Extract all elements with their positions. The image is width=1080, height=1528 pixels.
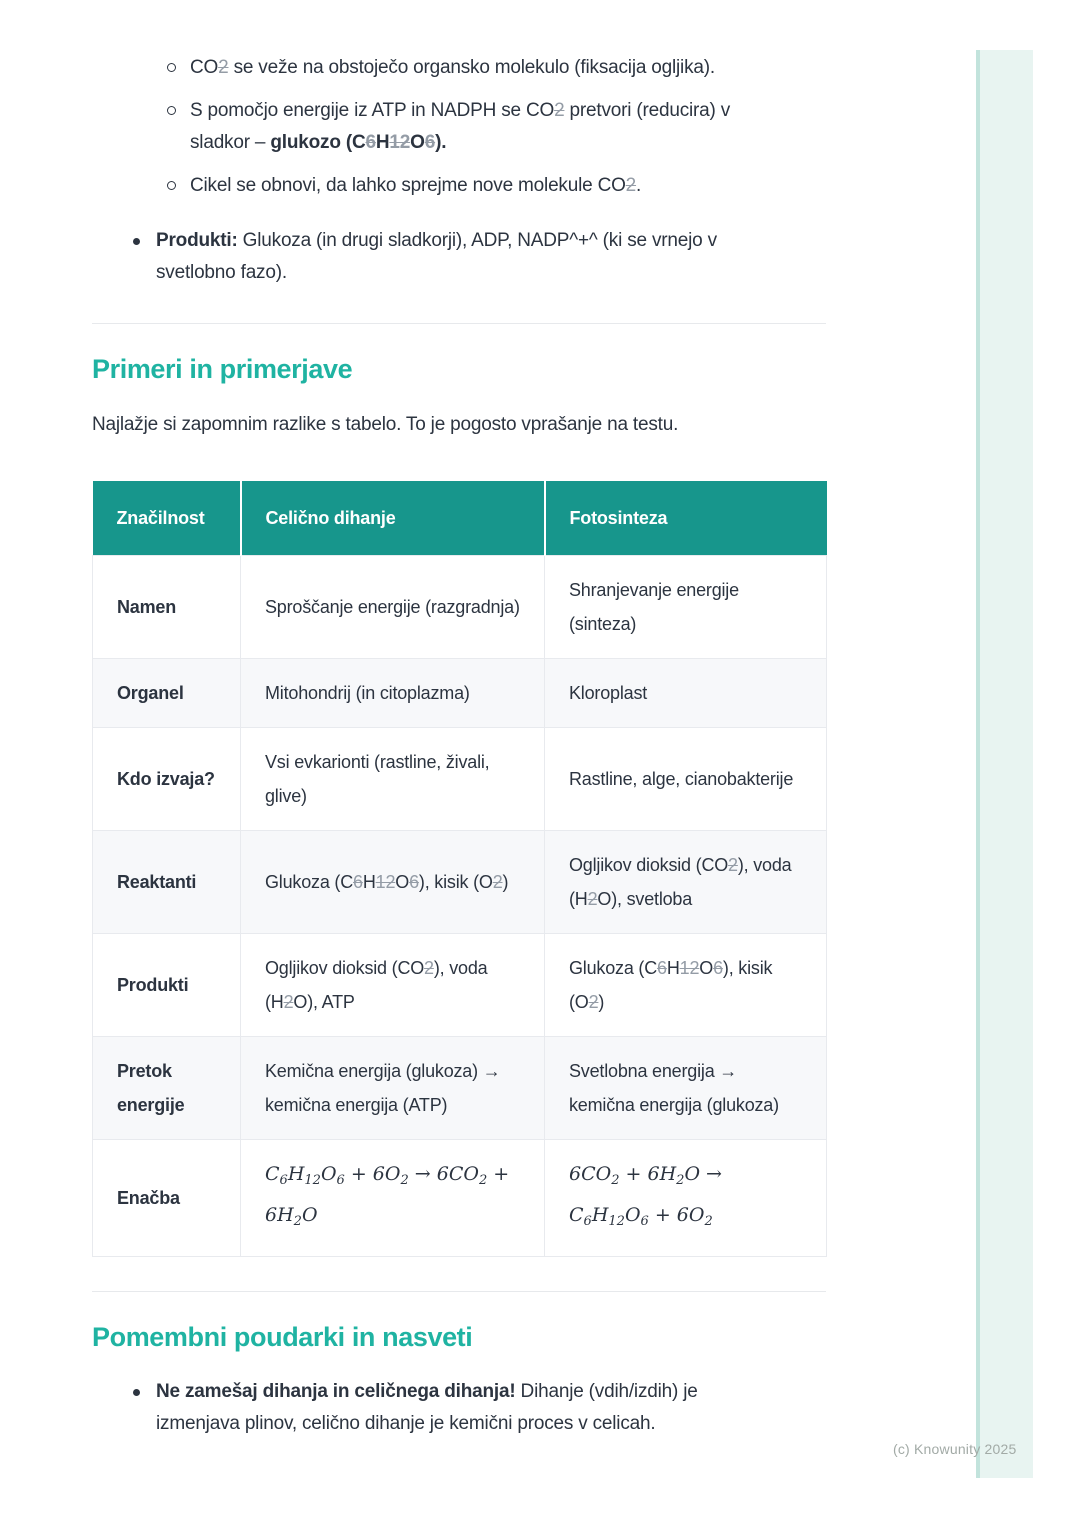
comparison-table [92,481,827,1257]
table-cell: Ogljikov dioksid (CO2), voda (H2O), ATP [241,934,545,1037]
table-row [93,1037,827,1140]
copyright-notice: (c) Knowunity 2025 [893,1441,1017,1457]
table-row [93,831,827,934]
table-cell: Glukoza (C6H12O6), kisik (O2) [241,831,545,934]
row-label: Kdo izvaja? [93,728,241,831]
section-heading-examples: Primeri in primerjave [92,354,353,384]
section-heading-tips: Pomembni poudarki in nasveti [92,1322,473,1352]
table-cell: Kloroplast [545,659,827,728]
table-row [93,934,827,1037]
row-label: Produkti [93,934,241,1037]
row-label: Namen [93,556,241,659]
list-item-text: Cikel se obnovi, da lahko sprejme nove molekule CO2. [190,175,642,196]
list-item-text: S pomočjo energije iz ATP in NADPH se CO2 pretvori (reducira) v sladkor – glukozo (C6H12O6). [190,100,731,153]
table-cell equation-cell: $6CO_2 + 6H_2O \to C_6H_{12}O_6 + 6O_2$ [545,1140,827,1257]
table-cell: Kemična energija (glukoza) → kemična energija (ATP) [241,1037,545,1140]
list-item [92,52,740,84]
section-divider [92,323,826,324]
table-cell: Vsi evkarionti (rastline, živali, glive) [241,728,545,831]
table-cell: Mitohondrij (in citoplazma) [241,659,545,728]
calvin-cycle-sublist [92,52,740,202]
table-cell: Svetlobna energija → kemična energija (glukoza) [545,1037,827,1140]
page-accent-strip [976,50,1033,1478]
table-header-row [93,481,827,556]
table-cell: Rastline, alge, cianobakterije [545,728,827,831]
table-row [93,556,827,659]
table-row [93,728,827,831]
table-header-feature: Značilnost [93,481,241,556]
table-cell: Glukoza (C6H12O6), kisik (O2) [545,934,827,1037]
table-cell: Ogljikov dioksid (CO2), voda (H2O), svetloba [545,831,827,934]
table-row [93,659,827,728]
list-item-text: Ne zamešaj dihanja in celičnega dihanja! Dihanje (vdih/izdih) je izmenjava plinov, celično dihanje je kemični proces v celicah. [156,1381,698,1434]
row-label: Reaktanti [93,831,241,934]
list-item [92,95,740,159]
list-item [92,1376,740,1440]
table-cell: Sproščanje energije (razgradnja) [241,556,545,659]
row-label: Enačba [93,1140,241,1257]
list-item [92,225,740,289]
tips-list [92,1376,740,1440]
section-intro-text: Najlažje si zapomnim razlike s tabelo. To je pogosto vprašanje na testu. [92,414,679,435]
row-label: Organel [93,659,241,728]
table-cell: Shranjevanje energije (sinteza) [545,556,827,659]
list-item [92,170,740,202]
list-item-text: CO2 se veže na obstoječo organsko molekulo (fiksacija ogljika). [190,57,715,78]
table-header-photosynthesis: Fotosinteza [545,481,827,556]
table-cell equation-cell: $C_6H_{12}O_6 + 6O_2 \to 6CO_2 + 6H_2O$ [241,1140,545,1257]
section-divider [92,1291,826,1292]
list-item-text: Produkti: Glukoza (in drugi sladkorji), ADP, NADP^+^ (ki se vrnejo v svetlobno fazo). [156,230,717,283]
table-row [93,1140,827,1257]
products-list [92,225,740,289]
table-header-respiration: Celično dihanje [241,481,545,556]
row-label: Pretok energije [93,1037,241,1140]
